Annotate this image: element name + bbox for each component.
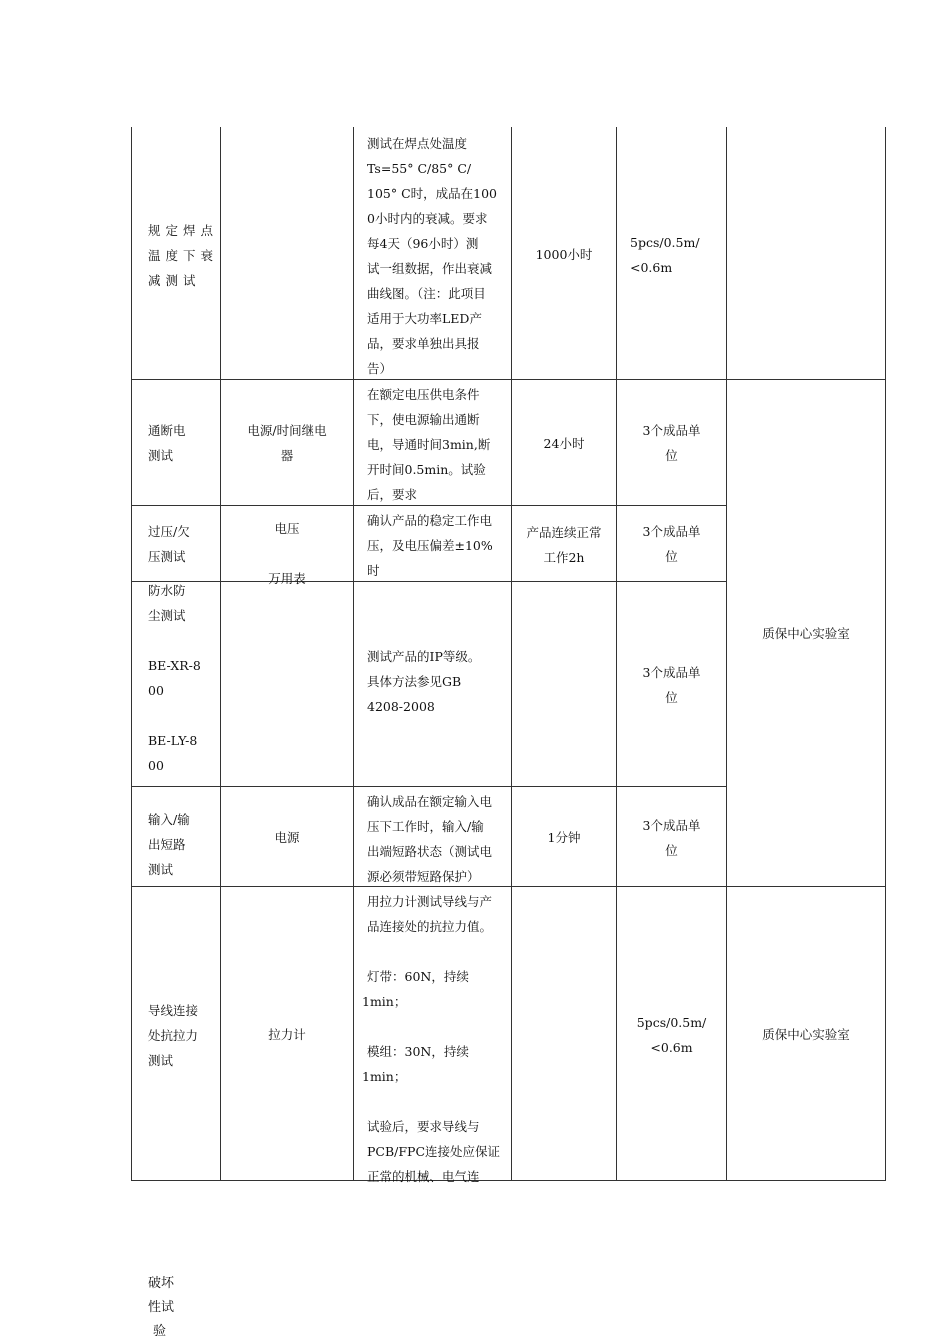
sample-size-cell: 5pcs/0.5m/ <0.6m <box>630 235 700 275</box>
row-divider <box>131 786 727 787</box>
test-duration-cell: 1分钟 <box>547 830 581 845</box>
test-method-cell: 在额定电压供电条件 下，使电源输出通断 电，导通时间3min,断 开时间0.5min。试验 后，要求 <box>367 387 491 502</box>
test-duration-cell: 1000小时 <box>535 247 593 262</box>
sample-size-cell: 3个成品单 位 <box>642 818 701 858</box>
lab-cell: 质保中心实验室 <box>762 626 850 641</box>
column-divider <box>353 127 354 1181</box>
equipment-cell: 电源 <box>274 830 300 845</box>
lab-cell: 质保中心实验室 <box>762 1027 850 1042</box>
test-item-cell: 规定焊点 温度下衰 减测试 <box>148 223 219 288</box>
test-item-cell: 通断电 测试 <box>148 423 186 463</box>
sample-size-cell: 5pcs/0.5m/ <0.6m <box>636 1015 707 1055</box>
column-divider <box>511 127 512 1181</box>
equipment-cell: 电压 万用表 <box>268 521 306 586</box>
equipment-cell: 电源/时间继电 器 <box>247 423 327 463</box>
test-method-cell: 确认成品在额定输入电 压下工作时，输入/输 出端短路状态（测试电 源必须带短路保护） <box>367 794 493 884</box>
test-item-cell: 输入/输 出短路 测试 <box>148 812 190 877</box>
sample-size-cell: 3个成品单 位 <box>642 423 701 463</box>
test-method-cell: 用拉力计测试导线与产 品连接处的抗拉力值。 灯带：60N，持续 1min； 模组：30N，持续 1min； 试验后，要求导线与 PCB/FPC连接处应保证 正常的机械、电气连 <box>362 894 501 1184</box>
test-method-cell: 测试产品的IP等级。 具体方法参见GB 4208-2008 <box>367 649 481 714</box>
table-border-right <box>885 127 886 1181</box>
table-border-left <box>131 127 132 1181</box>
test-duration-cell: 24小时 <box>543 436 585 451</box>
sample-size-cell: 3个成品单 位 <box>642 524 701 564</box>
test-duration-cell: 产品连续正常 工作2h <box>526 525 602 565</box>
test-item-cell: 防水防 尘测试 BE-XR-8 00 BE-LY-8 00 <box>148 583 201 773</box>
test-method-cell: 测试在焊点处温度 Ts=55° C/85° C/ 105° C时，成品在100 0小时内的衰减。要求 每4天（96小时）测 试一组数据，作出衰减 曲线图。（注：此项目 适用于大功率LED产 品，要求单独出具报 告） <box>367 136 498 376</box>
test-item-cell: 过压/欠 压测试 <box>148 524 190 564</box>
test-item-cell: 导线连接 处抗拉力 测试 <box>148 1003 199 1068</box>
test-method-cell: 确认产品的稳定工作电 压，及电压偏差±10% 时 <box>367 513 493 578</box>
sample-size-cell: 3个成品单 位 <box>642 665 701 705</box>
section-label: 破坏 性试 验 <box>148 1276 175 1339</box>
equipment-cell: 拉力计 <box>268 1027 306 1042</box>
